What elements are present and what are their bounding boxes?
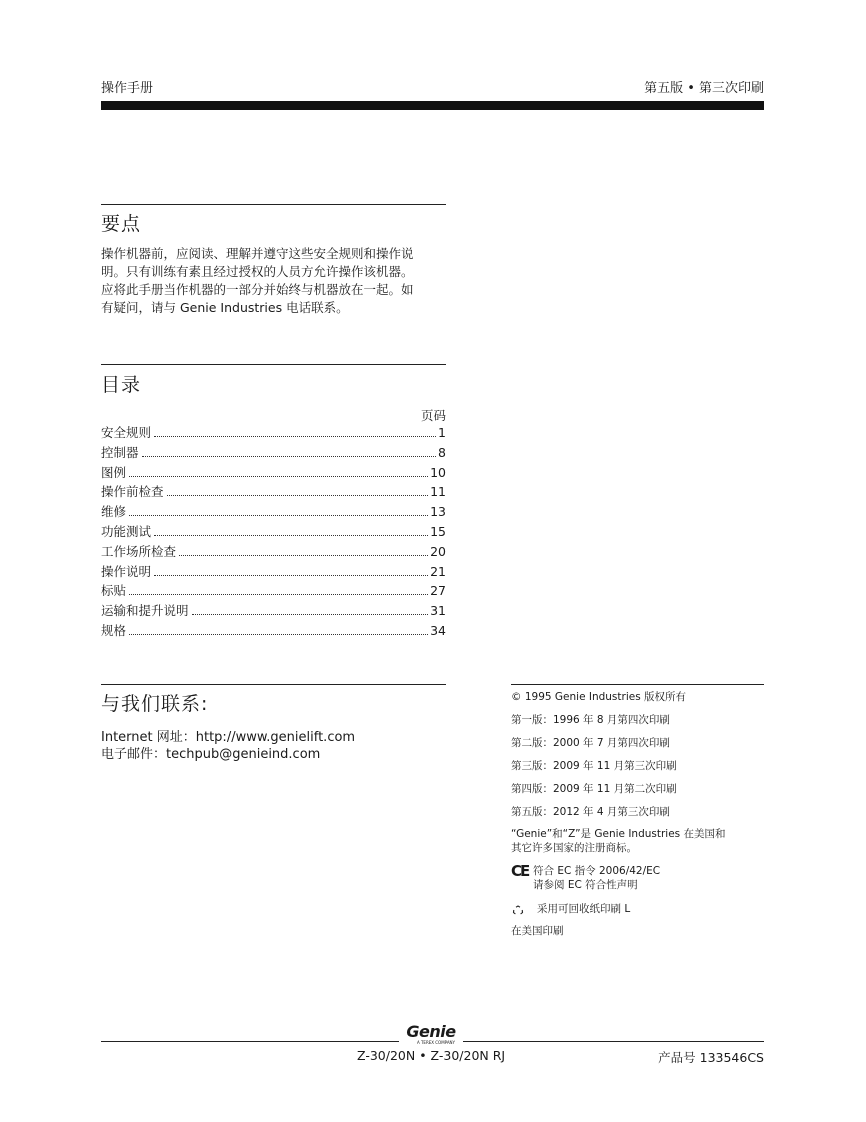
toc-title: 目录 <box>101 374 142 396</box>
toc-leader-dots <box>154 575 428 576</box>
toc-page-number: 11 <box>430 484 446 500</box>
toc-page-number: 10 <box>430 464 446 480</box>
toc-leader-dots <box>129 594 428 595</box>
toc-label: 操作说明 <box>101 563 152 579</box>
logo-text: Genie <box>406 1022 456 1041</box>
toc-leader-dots <box>154 436 436 437</box>
header-rule <box>101 101 764 110</box>
contact-internet[interactable]: Internet 网址：http://www.genielift.com <box>101 730 356 745</box>
contact-email[interactable]: 电子邮件：techpub@genieind.com <box>101 747 321 762</box>
toc-page-label: 页码 <box>420 408 446 423</box>
ce-mark-icon: CE <box>511 862 529 880</box>
toc-label: 安全规则 <box>101 425 152 440</box>
section-rule <box>101 204 446 205</box>
header-left: 操作手册 <box>101 81 154 96</box>
contact-title: 与我们联系: <box>101 693 209 715</box>
trademark-line: “Genie”和“Z”是 Genie Industries 在美国和 <box>511 828 726 840</box>
toc-leader-dots <box>129 634 428 635</box>
toc-leader-dots <box>154 535 428 536</box>
toc-label: 维修 <box>101 504 127 520</box>
toc-label: 功能测试 <box>101 523 152 539</box>
toc-row[interactable] <box>101 621 446 641</box>
section-rule <box>101 684 446 685</box>
toc-row[interactable] <box>101 601 446 621</box>
key-points-line: 操作机器前，应阅读、理解并遵守这些安全规则和操作说 <box>101 246 414 261</box>
toc-leader-dots <box>129 515 428 516</box>
toc-page-number: 34 <box>430 622 446 638</box>
genie-logo <box>404 1024 458 1046</box>
toc-page-number: 15 <box>430 523 446 539</box>
toc-label: 图例 <box>101 464 127 480</box>
key-points-line: 明。只有训练有素且经过授权的人员方允许操作该机器。 <box>101 264 414 279</box>
key-points-title: 要点 <box>101 213 142 235</box>
section-rule <box>511 684 764 685</box>
toc-row[interactable] <box>101 423 446 443</box>
footer-part-number: 产品号 133546CS <box>658 1050 764 1065</box>
toc-leader-dots <box>192 614 429 615</box>
printed-in: 在美国印刷 <box>511 925 564 937</box>
toc-row[interactable] <box>101 482 446 502</box>
toc-row[interactable] <box>101 542 446 562</box>
copyright-line: © 1995 Genie Industries 版权所有 <box>511 691 687 703</box>
toc-row[interactable] <box>101 502 446 522</box>
edition-line: 第三版：2009 年 11 月第三次印刷 <box>511 760 677 772</box>
toc-leader-dots <box>167 495 429 496</box>
recycle-text: 采用可回收纸印刷 L <box>537 903 631 915</box>
key-points-text <box>101 245 446 317</box>
edition-line: 第一版：1996 年 8 月第四次印刷 <box>511 714 670 726</box>
header-right: 第五版 • 第三次印刷 <box>644 81 764 96</box>
toc-list <box>101 423 446 641</box>
edition-line: 第五版：2012 年 4 月第三次印刷 <box>511 806 670 818</box>
recycle-icon <box>512 902 524 914</box>
footer-rule-right <box>463 1041 764 1042</box>
footer-rule-left <box>101 1041 399 1042</box>
toc-row[interactable] <box>101 562 446 582</box>
toc-page-number: 20 <box>430 543 446 559</box>
ce-line: 请参阅 EC 符合性声明 <box>533 879 638 891</box>
toc-label: 标贴 <box>101 583 127 599</box>
toc-page-number: 1 <box>438 425 446 440</box>
toc-label: 运输和提升说明 <box>101 603 189 619</box>
toc-page-number: 27 <box>430 583 446 599</box>
toc-leader-dots <box>179 555 428 556</box>
ce-line: 符合 EC 指令 2006/42/EC <box>533 865 661 877</box>
edition-line: 第四版：2009 年 11 月第二次印刷 <box>511 783 677 795</box>
trademark-line: 其它许多国家的注册商标。 <box>511 842 637 854</box>
toc-page-number: 8 <box>438 444 446 460</box>
edition-line: 第二版：2000 年 7 月第四次印刷 <box>511 737 670 749</box>
toc-page-number: 31 <box>430 603 446 619</box>
key-points-line: 有疑问，请与 Genie Industries 电话联系。 <box>101 300 349 315</box>
logo-subtext: A TEREX COMPANY <box>416 1040 455 1045</box>
footer-models: Z-30/20N • Z-30/20N RJ <box>357 1048 506 1063</box>
toc-label: 操作前检查 <box>101 484 164 500</box>
toc-label: 规格 <box>101 622 127 638</box>
key-points-line: 应将此手册当作机器的一部分并始终与机器放在一起。如 <box>101 282 414 297</box>
toc-row[interactable] <box>101 463 446 483</box>
toc-label: 控制器 <box>101 444 139 460</box>
toc-label: 工作场所检查 <box>101 543 177 559</box>
section-rule <box>101 364 446 365</box>
toc-page-number: 13 <box>430 504 446 520</box>
toc-row[interactable] <box>101 581 446 601</box>
toc-page-number: 21 <box>430 563 446 579</box>
toc-row[interactable] <box>101 522 446 542</box>
toc-leader-dots <box>142 456 437 457</box>
toc-leader-dots <box>129 476 428 477</box>
toc-row[interactable] <box>101 443 446 463</box>
